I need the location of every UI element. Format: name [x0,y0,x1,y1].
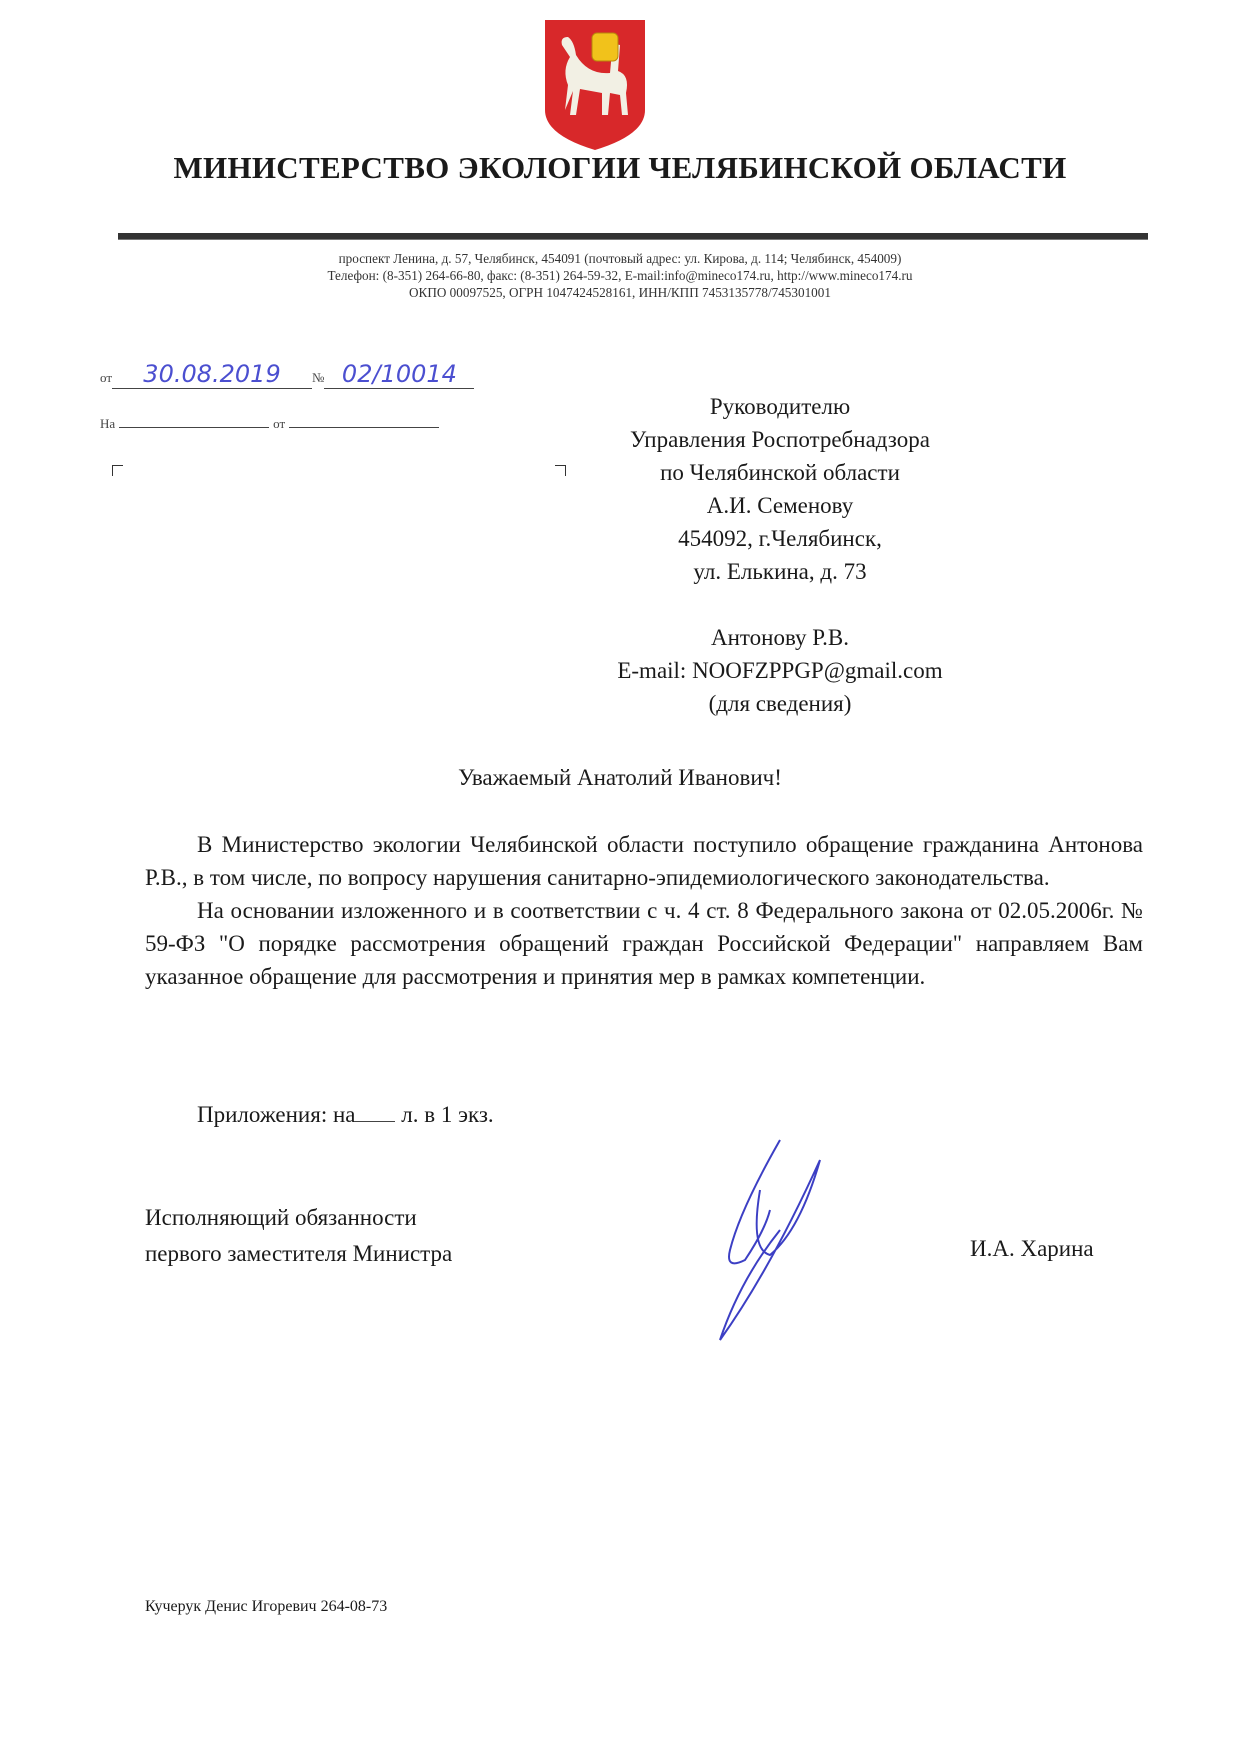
outgoing-registration [100,360,474,389]
number-label: № [312,370,325,385]
appendix-suffix: л. в 1 экз. [401,1102,494,1127]
phone-line: Телефон: (8-351) 264-66-80, факс: (8-351) 264-59-32, E-mail:info@mineco174.ru, http://www.mineco174.ru [327,268,913,283]
cc-email: E-mail: NOOFZPPGP@gmail.com [617,658,943,683]
signer-position [145,1200,452,1272]
cc-line: Антонову Р.В. [710,625,850,650]
cc-note: (для сведения) [708,691,852,716]
recipient-line: ул. Елькина, д. 73 [693,559,867,584]
body-paragraph: В Министерство экологии Челябинской области поступило обращение гражданина Антонова Р.В., в том числе, по вопросу нарушения санитарно-эпидемиологического законодательства. [145,832,1143,890]
appendix-line [197,1102,494,1128]
position-line: Исполняющий обязанности [145,1205,417,1230]
header-divider [118,233,1148,240]
from-label: от [100,370,113,385]
handwritten-number: 02/10014 [341,360,457,388]
incoming-reference [100,415,439,433]
coat-of-arms-emblem [540,15,650,153]
ministry-title: МИНИСТЕРСТВО ЭКОЛОГИИ ЧЕЛЯБИНСКОЙ ОБЛАСТИ [173,150,1067,185]
position-line: первого заместителя Министра [145,1241,453,1266]
corner-mark-right [555,465,566,476]
recipient-line: по Челябинской области [660,460,900,485]
appendix-prefix: Приложения: на [197,1102,356,1127]
letter-body [145,828,1143,993]
signer-name: И.А. Харина [970,1236,1094,1261]
on-from-label: от [273,416,286,431]
greeting: Уважаемый Анатолий Иванович! [458,765,782,790]
corner-mark-left [112,465,123,476]
handwritten-signature [710,1130,860,1345]
recipient-line: Руководителю [709,394,851,419]
address-line: проспект Ленина, д. 57, Челябинск, 454091 (почтовый адрес: ул. Кирова, д. 114; Челябинск, 454009) [338,251,902,266]
handwritten-date: 30.08.2019 [143,360,281,388]
registry-line: ОКПО 00097525, ОГРН 1047424528161, ИНН/КПП 7453135778/745301001 [409,285,831,300]
recipient-line: А.И. Семенову [706,493,854,518]
body-paragraph: На основании изложенного и в соответствии с ч. 4 ст. 8 Федерального закона от 02.05.2006г. № 59-ФЗ "О порядке рассмотрения обращений граждан Российской Федерации" направляем Вам указанное обращение для рассмотрения и принятия мер в рамках компетенции. [145,898,1143,989]
recipient-line: 454092, г.Челябинск, [678,526,882,551]
recipient-line: Управления Роспотребнадзора [630,427,930,452]
contact-info [0,250,1240,301]
on-label: На [100,416,116,431]
recipient-block [600,390,960,720]
executor-contact: Кучерук Денис Игоревич 264-08-73 [145,1598,388,1615]
